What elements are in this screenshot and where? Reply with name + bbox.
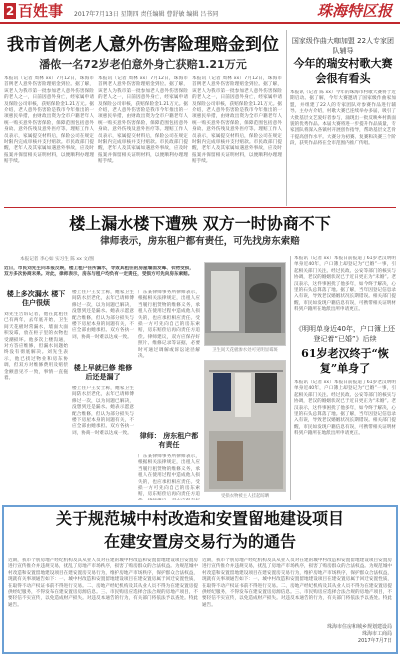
middle-byline: 本报记者 李心如 实习生 陈 xx 文/图	[20, 257, 95, 262]
notice-headline-2: 在建安置房交易行为的通告	[103, 532, 296, 551]
middle-col2-body: 楼上住户王女士称，她家卫生间防水层老化，去年已请师傅修过一次，以为问题已解决，没想到还是漏水。她表示愿意配合维修，但认为部分损失与楼下房屋本身的问题有关，不应全部由她承担。双方各执一词，协商一时难以达成一致。	[72, 386, 134, 436]
page-number: 2	[5, 4, 15, 18]
lead-subhead: 潘侬一名72岁老伯意外身亡获赔1.21万元	[39, 58, 247, 71]
clothes-photo	[204, 360, 286, 492]
notice-body-col2: 近期，我市个别房地产经纪机构及其从业人员对在建的城中村改造和安置留地建设项目安置房进行宣传推介并违规交易，扰乱了房地产市场秩序，损害了购房群众的合法权益。为规范城中村改造和安置留地建设项目在建安置房交易行为，维护房地产市场秩序，保护群众合法权益，现就有关事项通告如下：一、城中村改造和安置留地建设项目在建安置房属于回迁安置性质，在取得不动产权证书前不得进行交易。二、房地产经纪机构及其从业人员不得为在建安置房提供经纪服务，不得发布在建安置房房源信息。三、市民购房应选择合法合规的房地产项目，不要轻信不实宣传，以免造成财产损失。对违反本通告的行为，有关部门将依法予以查处。特此通告。	[202, 558, 392, 608]
middle-subhead: 律师表示，房东租户都有责任，可先找房东索赔	[100, 236, 300, 247]
notice-issuer-2: 珠海市工商局	[361, 631, 392, 637]
notice-issuer: 珠海市住房和城乡规划建设局	[326, 624, 392, 630]
right-middle-body: 本报讯（记者 xx）本报日前报道了61岁老汉明明单身近40年，户口簿上却登记为“已婚”一事，引起相关部门关注。经过民政、公安等部门的核实与协调，老汉的婚姻状况已于近日更正为“未婚”。老汉表示，这件事困扰了他多年，如今终于解决，心里的石头总算落了地。据了解，当年因登记信息录入有误，导致老汉婚姻状况长期错误。相关部门提醒，市民如发现户籍信息有误，可携带相关证明材料到户籍所在地派出所申请更正。	[294, 380, 396, 437]
lead-body-col2: 本报讯（记者 周林 xx）7月12日，珠海市首例老人意外伤害险理赔金到位。据了解，该老人为我市第一批参加老人意外伤害保险的老人之一，日前因意外身亡，经家属申请及保险公司审核，获赔保险金1.21万元。据介绍，老人意外伤害险是我市今年推出的一项惠民举措，由财政出资为全市户籍老年人统一购买意外伤害保险，保障范围包括意外身故、意外伤残及意外医疗等。理赔工作人员表示，家属提交材料后，保险公司在规定时限内完成审核并支付赔款。市民政部门提醒，老年人及其家属如遇意外事故，应及时报案并保留相关证明材料，以便顺利办理理赔手续。	[98, 76, 188, 165]
column-divider	[286, 30, 287, 206]
right-middle-body-top: 本报讯（记者 xx）本报日前报道了61岁老汉明明单身近40年，户口簿上却登记为“已婚”一事，引起相关部门关注。经过民政、公安等部门的核实与协调，老汉的婚姻状况已于近日更正为“未婚”。老汉表示，这件事困扰了他多年，如今终于解决，心里的石头总算落了地。据了解，当年因登记信息录入有误，导致老汉婚姻状况长期错误。相关部门提醒，市民如发现户籍信息有误，可携带相关证明材料到户籍所在地派出所申请更正。	[294, 256, 396, 313]
lead-body-col1: 本报讯（记者 周林 xx）7月12日，珠海市首例老人意外伤害险理赔金到位。据了解，该老人为我市第一批参加老人意外伤害保险的老人之一，日前因意外身亡，经家属申请及保险公司审核，获赔保险金1.21万元。据介绍，老人意外伤害险是我市今年推出的一项惠民举措，由财政出资为全市户籍老年人统一购买意外伤害保险，保障范围包括意外身故、意外伤残及意外医疗等。理赔工作人员表示，家属提交材料后，保险公司在规定时限内完成审核并支付赔款。市民政部门提醒，老年人及其家属如遇意外事故，应及时报案并保留相关证明材料，以便顺利办理理赔手续。	[4, 76, 94, 165]
section-title: 百姓事	[18, 2, 64, 20]
section-rule	[4, 207, 396, 208]
photo2-caption: 受损衣物被主人挂起晾晒	[220, 494, 270, 499]
column-divider-2	[290, 256, 291, 500]
lead-headline: 我市首例老人意外伤害险理赔金到位	[7, 35, 279, 55]
newspaper-name: 珠海特区报	[316, 2, 392, 20]
right-top-headline: 今年的瑞安村歌大赛会很有看头	[293, 57, 393, 85]
middle-col3-body-top: 广东某律师事务所律师表示，根据相关法律规定，出租人应当履行租赁物的维修义务，承租人在使用过程中造成他人损失的，也应承担相应责任。受损一方可先向自己的房东索赔，房东赔偿后再向责任方追偿。律师建议，双方应保存好照片、维修记录等证据，必要时可通过调解或诉讼途径解决。	[138, 290, 200, 360]
middle-col1-subhead: 楼上多次漏水 楼下住户很烦	[6, 290, 66, 307]
photo1-caption: 卫生间天花板渗水处可见明显霉斑	[212, 348, 278, 353]
right-top-kicker: 国家级作曲大咖加盟 22人专家团队辅导	[291, 37, 395, 55]
notice-headline-1: 关于规范城中村改造和安置留地建设项目	[55, 509, 344, 528]
middle-col2-subhead: 楼上早就已修 维修后还是漏了	[73, 364, 133, 381]
middle-headline: 楼上漏水楼下遭殃 双方一时协商不下	[69, 214, 331, 233]
clothes-image	[205, 361, 286, 492]
lead-body-col3: 本报讯（记者 周林 xx）7月12日，珠海市首例老人意外伤害险理赔金到位。据了解，该老人为我市第一批参加老人意外伤害保险的老人之一，日前因意外身亡，经家属申请及保险公司审核，获赔保险金1.21万元。据介绍，老人意外伤害险是我市今年推出的一项惠民举措，由财政出资为全市户籍老年人统一购买意外伤害保险，保障范围包括意外身故、意外伤残及意外医疗等。理赔工作人员表示，家属提交材料后，保险公司在规定时限内完成审核并支付赔款。市民政部门提醒，老年人及其家属如遇意外事故，应及时报案并保留相关证明材料，以便顺利办理理赔手续。	[192, 76, 282, 165]
right-middle-headline: 61岁老汉终于“恢复”单身了	[301, 347, 389, 375]
middle-col1-body: 刘先生告诉记者，他在此租住已有两年，去年底开始，卫生间天花板时常漏水，墙面大面积发霉，放在柜子里的衣物也受潮损坏。他多次上楼沟通，对方答应维修，但漏水问题始终没有彻底解决。刘先生表示，他已找过物业和房东协调，但双方对维修费用及赔偿金额意见不一致，事情一直拖着。	[4, 312, 68, 382]
middle-col2-body-top: 楼上住户王女士称，她家卫生间防水层老化，去年已请师傅修过一次，以为问题已解决，没想到还是漏水。她表示愿意配合维修，但认为部分损失与楼下房屋本身的问题有关，不应全部由她承担。双方各执一词，协商一时难以达成一致。	[72, 290, 134, 340]
ceiling-leak-image	[205, 263, 286, 346]
middle-col3-subhead: 律师： 房东租户都有责任	[139, 432, 199, 449]
middle-intro: 近日，市民刘先生向本报反映，楼上租户住所漏水，导致其租住的房屋墙面发霉、衣物受损，双方多次协商未果。对此，律师表示，房东与租户均负有一定责任，受损方可先向房东索赔。	[4, 266, 194, 278]
middle-col3-body: 广东某律师事务所律师表示，根据相关法律规定，出租人应当履行租赁物的维修义务，承租人在使用过程中造成他人损失的，也应承担相应责任。受损一方可先向自己的房东索赔，房东赔偿后再向责任方追	[138, 454, 200, 498]
right-top-body: 本报讯（记者 陈 xx）今年的珠海市村歌大赛将于近期启动。据了解，今年大赛邀请了国家级作曲家加盟，并组建了22人的专家团队对参赛作品进行辅导。主办方介绍，村歌大赛已连续举办多届，吸引了大批基层文艺爱好者参与，涌现出一批反映乡村新面貌的优秀作品。本届大赛将进一步提升作品质量，专家团队将深入各镇村开展创作指导，帮助基层文艺骨干提高创作水平。大赛分为初赛、复赛和决赛三个阶段，获奖作品将在全市范围内推广传唱。	[290, 90, 396, 147]
right-middle-kicker: 《明明单身近40年，户口簿上还登记着“已婚”》后续	[295, 325, 395, 343]
notice-body-col1: 近期，我市个别房地产经纪机构及其从业人员对在建的城中村改造和安置留地建设项目安置房进行宣传推介并违规交易，扰乱了房地产市场秩序，损害了购房群众的合法权益。为规范城中村改造和安置留地建设项目在建安置房交易行为，维护房地产市场秩序，保护群众合法权益，现就有关事项通告如下：一、城中村改造和安置留地建设项目在建安置房属于回迁安置性质，在取得不动产权证书前不得进行交易。二、房地产经纪机构及其从业人员不得为在建安置房提供经纪服务，不得发布在建安置房房源信息。三、市民购房应选择合法合规的房地产项目，不要轻信不实宣传，以免造成财产损失。对违反本通告的行为，有关部门将依法予以查处。特此通告。	[8, 558, 198, 608]
date-line: 2017年7月13日 星期四 责任编辑 曹舒敏 编辑 吕书同	[74, 11, 219, 18]
notice-date: 2017年7月7日	[357, 638, 392, 644]
ceiling-leak-photo	[204, 262, 286, 346]
